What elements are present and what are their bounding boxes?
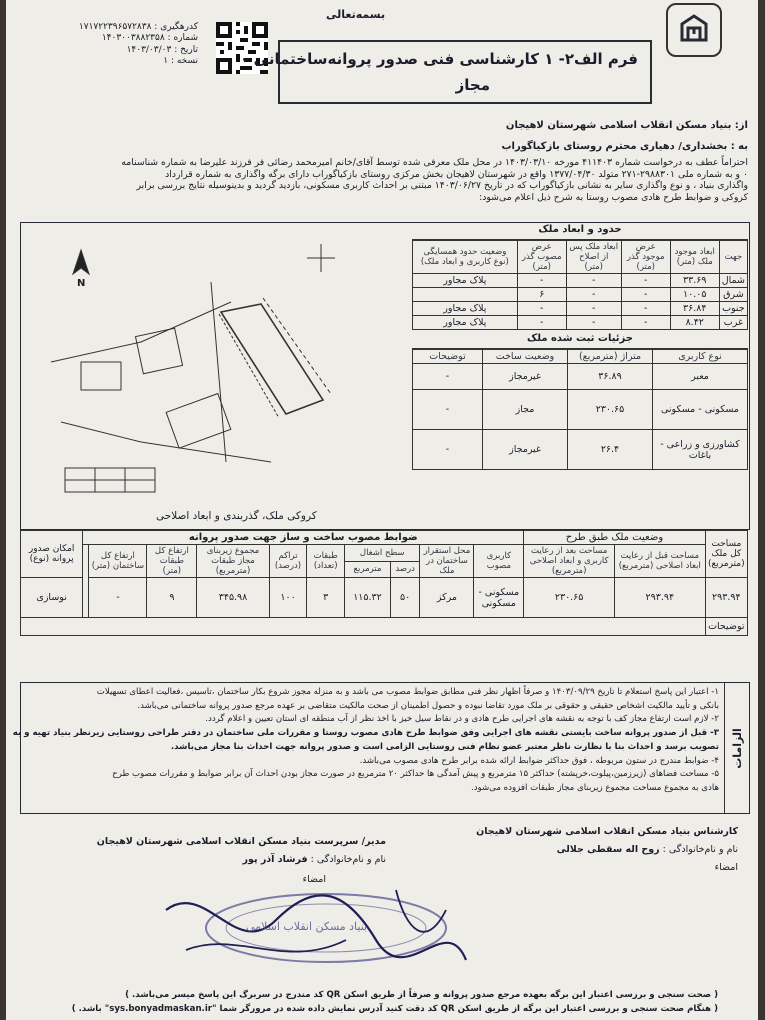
occupancy-pct-value: ۵۰ bbox=[390, 578, 420, 618]
requirements-side bbox=[724, 683, 749, 813]
registered-cell: - bbox=[413, 430, 483, 470]
registered-cell: مسکونی - مسکونی bbox=[653, 390, 748, 430]
expert-signature-block bbox=[408, 826, 738, 874]
boundary-cell: - bbox=[517, 301, 566, 315]
boundary-cell: ۱۰.۰۵ bbox=[670, 287, 719, 301]
height-floor-value: ۹ bbox=[147, 578, 197, 618]
table-row bbox=[413, 315, 748, 329]
basmala: بسمه‌تعالی bbox=[326, 8, 386, 21]
boundary-cell: ۳۶.۸۴ bbox=[670, 301, 719, 315]
boundary-cell: - bbox=[517, 273, 566, 287]
boundaries-header-row bbox=[413, 240, 748, 273]
letter-line-4: کروکی و ضوابط طرح هادی مصوب روستا به شرح ذیل اعلام می‌شود: bbox=[479, 191, 748, 203]
location-value: مرکز bbox=[420, 578, 474, 618]
tracking-label: کدرهگیری : bbox=[154, 22, 198, 32]
foundation-logo bbox=[666, 3, 722, 57]
boundary-cell: - bbox=[566, 301, 621, 315]
table-row bbox=[413, 390, 748, 430]
footer bbox=[38, 990, 718, 1014]
letter-line-2: ۰ و به شماره ملی ۲۹۸۸۳۰۱-۲۷۱ متولد ۱۳۷۷/۰۴/۳۰ واقع در شهرستان لاهیجان بخش مرکزی روستای بازکیاگوراب دارای برگه واگذاری به شماره قرارداد bbox=[165, 168, 748, 180]
density-value: ۱۰۰ bbox=[269, 578, 307, 618]
boundary-cell: شمال bbox=[719, 273, 747, 287]
letter-line-1: احتراماً عطف به درخواست شماره ۴۱۱۴۰۳ مورخه ۱۴۰۳/۰۳/۱۰ در محل ملک معرفی شده توسط آقای/خانم امیرمحمد رضائی فر فرزند علیرضا به شماره شناسنامه bbox=[121, 157, 748, 168]
number-value: ۱۴۰۳۰۰۳۸۸۲۳۵۸ bbox=[101, 33, 165, 44]
boundaries-title: حدود و ابعاد ملک bbox=[412, 222, 748, 240]
registered-cell: ۲۶.۴ bbox=[568, 430, 653, 470]
after-value: ۲۳۰.۶۵ bbox=[524, 578, 615, 618]
table-row bbox=[21, 578, 748, 618]
requirements-list bbox=[12, 687, 719, 794]
spacer-cell bbox=[83, 545, 89, 578]
footer-line-2: ( هنگام صحت سنجی و بررسی اعتبار این برگه از طریق اسکن QR کد دقت کنید آدرس نمایش داده شده در مرورگر شما "sys.bonyadmaskan.ir" باشد. ) bbox=[71, 1003, 718, 1014]
boundary-cell: جنوب bbox=[719, 301, 747, 315]
after-header: مساحت بعد از رعایت کاربری و ابعاد اصلاحی (مترمربع) bbox=[524, 545, 615, 578]
boundaries-header-cell: عرض مصوب گذر (متر) bbox=[517, 240, 566, 273]
sketch-area bbox=[20, 222, 421, 508]
floors-header: طبقات (تعداد) bbox=[307, 545, 345, 578]
form-title: فرم الف۲- ۱ کارشناسی فنی صدور پروانه‌ساختمانی - bbox=[242, 50, 638, 68]
boundary-cell: پلاک مجاور bbox=[413, 273, 518, 287]
requirement-item: بانکی و تأیید مالکیت اشخاص حقیقی و حقوقی بر ملک مورد تقاضا نبوده و حصول اطمینان از صحت مالکیت متقاضی بر عهده مرجع صدور پروانه ساختمانی می‌باشد. bbox=[137, 700, 719, 711]
expert-sign-label: امضاء bbox=[714, 861, 738, 873]
header-meta bbox=[58, 22, 198, 67]
property-sketch bbox=[21, 222, 421, 508]
before-value: ۲۹۳.۹۴ bbox=[614, 578, 705, 618]
form-title-cont: مجاز bbox=[455, 76, 490, 94]
boundary-cell: شرق bbox=[719, 287, 747, 301]
expert-name-label: نام و نام‌خانوادگی : bbox=[662, 843, 738, 855]
manager-name: فرشاد آذر پور bbox=[242, 853, 308, 865]
number-row bbox=[58, 33, 198, 44]
boundary-cell: - bbox=[566, 315, 621, 329]
letter-to: به : بخشداری/ دهیاری محترم روستای بازکیاگوراب bbox=[501, 140, 748, 152]
table-row bbox=[413, 430, 748, 470]
registered-cell: ۳۶.۸۹ bbox=[568, 364, 653, 390]
boundaries-header-cell: وضعیت حدود همسایگی (نوع کاربری و ابعاد ملک) bbox=[413, 240, 518, 273]
version-value: ۱ bbox=[163, 55, 169, 66]
boundary-cell: ۸.۴۲ bbox=[670, 315, 719, 329]
date-label: تاریخ : bbox=[174, 44, 198, 55]
footer-line-1: ( صحت سنجی و بررسی اعتبار این برگه بعهده مرجع صدور پروانه و صرفاً از طریق اسکن QR کد مندرج در سربرگ این پاسخ میسر می‌باشد. ) bbox=[125, 990, 718, 1000]
regulations-table bbox=[20, 530, 748, 636]
total-value: ۳۴۵.۹۸ bbox=[197, 578, 269, 618]
letter-from: از: بنیاد مسکن انقلاب اسلامی شهرستان لاهیجان bbox=[505, 120, 748, 131]
version-label: نسخه : bbox=[170, 55, 198, 66]
requirement-item: هادی به مجموع مساحت مجموع زیربنای مجاز طبقات افزوده می‌شود. bbox=[470, 783, 719, 794]
manager-title: مدیر/ سرپرست بنیاد مسکن انقلاب اسلامی شهرستان لاهیجان bbox=[96, 836, 386, 847]
rules-header: ضوابط مصوب ساخت و ساز جهت صدور پروانه bbox=[83, 531, 524, 545]
height-floor-header: ارتفاع کل طبقات (متر) bbox=[147, 545, 197, 578]
document-page bbox=[6, 0, 758, 1020]
total-header: مجموع زیربنای مجاز طبقات (مترمربع) bbox=[197, 545, 269, 578]
registered-table bbox=[412, 349, 748, 470]
table-row bbox=[413, 301, 748, 315]
boundary-cell: - bbox=[621, 287, 670, 301]
area-header: مساحت کل ملک (مترمربع) bbox=[705, 531, 747, 578]
boundary-cell bbox=[413, 287, 518, 301]
tracking-row bbox=[58, 22, 198, 33]
location-header: محل استقرار ساختمان در ملک bbox=[420, 545, 474, 578]
landuse-header: کاربری مصوب bbox=[474, 545, 524, 578]
boundary-cell: - bbox=[566, 273, 621, 287]
stamp-text: بنیاد مسکن انقلاب اسلامی bbox=[246, 920, 368, 933]
requirement-item: ۴- ضوابط مندرج در ستون مربوطه ، فوق حداکثر ضوابط ارائه شده برابر طرح هادی مصوب می‌باشد. bbox=[359, 755, 719, 766]
boundary-cell: - bbox=[566, 287, 621, 301]
requirement-item: تصویب برسد و احداث بنا با نظارت ناظر معتبر عضو نظام فنی روستایی الزامی است و صدور پروانه جهت احداث بنا مجاز می‌باشد. bbox=[170, 741, 719, 752]
status-header: وضعیت ملک طبق طرح bbox=[524, 531, 705, 545]
registered-cell: - bbox=[413, 364, 483, 390]
registered-cell: ۲۳۰.۶۵ bbox=[568, 390, 653, 430]
compass-icon bbox=[307, 244, 335, 272]
boundary-cell: - bbox=[517, 315, 566, 329]
number-label: شماره : bbox=[167, 33, 198, 44]
requirements-box bbox=[12, 682, 750, 814]
boundary-cell: غرب bbox=[719, 315, 747, 329]
registered-header-cell: متراژ (مترمربع) bbox=[568, 350, 653, 364]
height-total-value: - bbox=[89, 578, 147, 618]
registered-cell: معبر bbox=[653, 364, 748, 390]
table-row bbox=[413, 287, 748, 301]
form-title-box bbox=[242, 40, 652, 104]
requirement-item: ۲- لازم است ارتفاع مجاز کف با توجه به نقشه های اجرایی طرح هادی و در نقاط سیل خیز با اخذ نظر از آب منطقه ای استان تعیین و اعلام گردد. bbox=[205, 714, 719, 725]
floors-value: ۳ bbox=[307, 578, 345, 618]
sketch-caption: کروکی ملک، گذربندی و ابعاد اصلاحی bbox=[156, 510, 317, 522]
registered-title: جزئیات ثبت شده ملک bbox=[412, 330, 748, 350]
boundaries-header-cell: ابعاد ملک پس از اصلاح (متر) bbox=[566, 240, 621, 273]
registered-header-cell: توضیحات bbox=[413, 350, 483, 364]
permit-header: امکان صدور پروانه (نوع) bbox=[21, 531, 83, 578]
manager-name-row bbox=[86, 854, 386, 866]
manager-name-label: نام و نام‌خانوادگی : bbox=[310, 853, 386, 865]
registered-cell: مجاز bbox=[483, 390, 568, 430]
occupancy-m2-header: مترمربع bbox=[345, 561, 391, 578]
date-row bbox=[58, 45, 198, 56]
notes-row bbox=[21, 618, 748, 636]
boundary-cell: - bbox=[621, 315, 670, 329]
height-total-header: ارتفاع کل ساختمان (متر) bbox=[89, 545, 147, 578]
manager-sign-label: امضاء bbox=[302, 873, 326, 885]
north-label: N bbox=[77, 278, 86, 289]
density-header: تراکم (درصد) bbox=[269, 545, 307, 578]
tracking-value: ۱۷۱۷۲۲۳۹۶۵۷۲۸۳۸ bbox=[78, 22, 152, 32]
registered-cell: کشاورزی و زراعی - باغات bbox=[653, 430, 748, 470]
expert-name-row bbox=[408, 844, 738, 856]
spacer-cell bbox=[83, 578, 89, 618]
boundary-cell: - bbox=[621, 273, 670, 287]
reg-header-row-2 bbox=[21, 545, 748, 562]
table-row bbox=[413, 273, 748, 287]
occupancy-pct-header: درصد bbox=[390, 561, 420, 578]
notes-value bbox=[21, 618, 706, 636]
requirements-label: الزامات bbox=[730, 727, 744, 769]
requirement-item: ۵- مساحت فضاهای (زیرزمین،پیلوت،خرپشته) حداکثر ۱۵ مترمربع و پیش آمدگی ها حداکثر ۲۰ مترمربع در صورت مجاز بودن احداث آن برابر ضوابط و مقررات مصوب طرح bbox=[112, 769, 719, 780]
requirement-item: ۳- قبل از صدور پروانه ساخت بایستی نقشه های اجرایی وفق ضوابط طرح هادی مصوب روستا و مقررات ملی ساختمان در دفتر طراحی روستایی زیرنظر بنیاد تهیه و به bbox=[12, 728, 719, 739]
registered-cell: - bbox=[413, 390, 483, 430]
registered-header-cell: نوع کاربری bbox=[653, 350, 748, 364]
house-logo-icon bbox=[674, 10, 714, 50]
registered-header-row bbox=[413, 350, 748, 364]
before-header: مساحت قبل از رعایت ابعاد اصلاحی (مترمربع) bbox=[614, 545, 705, 578]
boundaries-header-cell: جهت bbox=[719, 240, 747, 273]
area-value: ۲۹۳.۹۴ bbox=[705, 578, 747, 618]
occupancy-m2-value: ۱۱۵.۳۲ bbox=[345, 578, 391, 618]
version-row bbox=[58, 56, 198, 67]
expert-name: روح اله سقطی جلالی bbox=[556, 843, 660, 855]
permit-value: نوسازی bbox=[21, 578, 83, 618]
boundary-cell: پلاک مجاور bbox=[413, 315, 518, 329]
notes-label: توضیحات bbox=[705, 618, 747, 636]
boundary-cell: پلاک مجاور bbox=[413, 301, 518, 315]
boundaries-section bbox=[412, 222, 748, 470]
requirement-item: ۱- اعتبار این پاسخ استعلام تا تاریخ ۱۴۰۳/۰۹/۲۹ و صرفاً اظهار نظر فنی مطابق ضوابط مصوب می باشد و به منزله مجوز شروع بکار ساختمان ،تاسیس ،فعالیت اعطای تسهیلات bbox=[96, 687, 719, 697]
occupancy-header: سطح اشغال bbox=[345, 545, 420, 562]
registered-cell: غیرمجاز bbox=[483, 364, 568, 390]
date-value: ۱۴۰۳/۰۳/۰۳ bbox=[126, 44, 172, 55]
boundary-cell: ۶ bbox=[517, 287, 566, 301]
boundary-cell: - bbox=[621, 301, 670, 315]
boundaries-table bbox=[412, 240, 748, 330]
registered-cell: غیرمجاز bbox=[483, 430, 568, 470]
registered-header-cell: وضعیت ساخت bbox=[483, 350, 568, 364]
boundaries-header-cell: ابعاد موجود ملک (متر) bbox=[670, 240, 719, 273]
expert-title: کارشناس بنیاد مسکن انقلاب اسلامی شهرستان لاهیجان bbox=[476, 826, 738, 837]
table-row bbox=[413, 364, 748, 390]
landuse-value: مسکونی - مسکونی bbox=[474, 578, 524, 618]
letter-body bbox=[28, 120, 748, 203]
letter-line-3: واگذاری بنیاد ، و نوع واگذاری سایر به نشانی بازکیاگوراب که در تاریخ ۱۴۰۳/۰۶/۲۷ مبتنی بر احداث کاربری مسکونی، بازدید گردید و بدینوسیله نتایج بررسی برابر bbox=[136, 180, 748, 192]
boundaries-header-cell: عرض موجود گذر (متر) bbox=[621, 240, 670, 273]
reg-header-row-1 bbox=[21, 531, 748, 545]
boundary-cell: ۳۳.۶۹ bbox=[670, 273, 719, 287]
